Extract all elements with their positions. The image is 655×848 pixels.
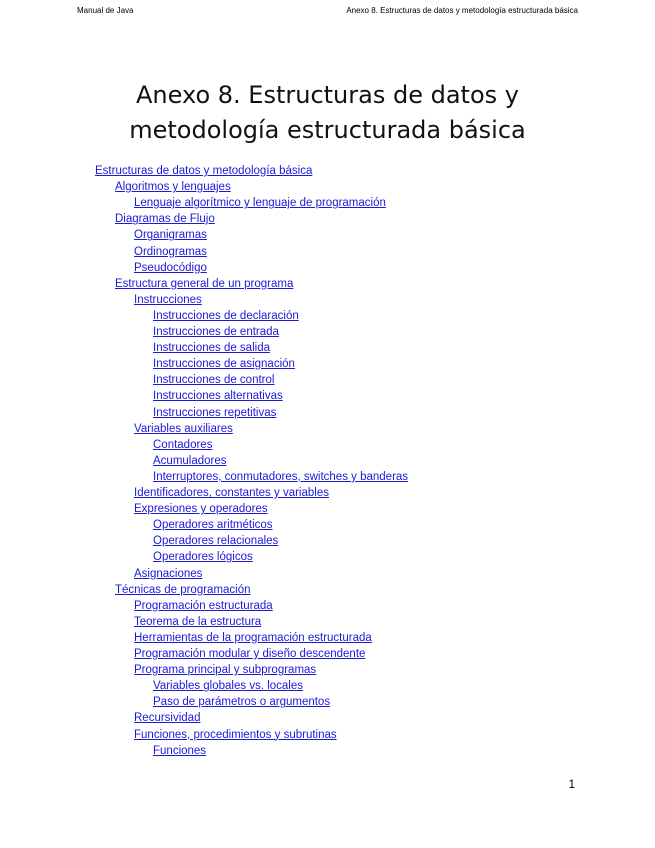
page-number: 1 <box>568 779 575 791</box>
toc-entry[interactable]: Interruptores, conmutadores, switches y banderas <box>153 470 409 483</box>
toc-entry[interactable]: Estructuras de datos y metodología básica <box>95 165 313 177</box>
toc-entry[interactable]: Acumuladores <box>153 454 227 467</box>
toc-entry[interactable]: Diagramas de Flujo <box>115 213 215 226</box>
toc-entry[interactable]: Recursividad <box>134 712 201 725</box>
running-header-left: Manual de Java <box>77 6 134 15</box>
page-title-line-2: metodología estructurada básica <box>129 116 526 144</box>
toc-entry[interactable]: Operadores lógicos <box>153 551 253 564</box>
toc-entry[interactable]: Expresiones y operadores <box>134 503 268 516</box>
toc-entry[interactable]: Programación modular y diseño descendente <box>134 648 366 660</box>
toc-entry[interactable]: Herramientas de la programación estructurada <box>134 631 372 644</box>
toc-entry[interactable]: Lenguaje algorítmico y lenguaje de programación <box>134 197 386 210</box>
toc-entry[interactable]: Instrucciones de asignación <box>153 358 295 371</box>
toc-entry[interactable]: Instrucciones alternativas <box>153 390 283 403</box>
toc-entry[interactable]: Técnicas de programación <box>115 583 251 596</box>
running-header-right: Anexo 8. Estructuras de datos y metodología estructurada básica <box>346 6 578 15</box>
toc-entry[interactable]: Asignaciones <box>134 567 203 580</box>
toc-entry[interactable]: Ordinogramas <box>134 245 207 258</box>
page-title-line-1: Anexo 8. Estructuras de datos y <box>136 81 519 109</box>
toc-entry[interactable]: Variables globales vs. locales <box>153 680 304 693</box>
toc-entry[interactable]: Programación estructurada <box>134 599 273 612</box>
toc-entry[interactable]: Funciones <box>153 744 207 757</box>
toc-entry[interactable]: Estructura general de un programa <box>115 277 294 290</box>
toc-entry[interactable]: Operadores relacionales <box>153 535 279 548</box>
toc-entry[interactable]: Programa principal y subprogramas <box>134 664 317 677</box>
toc-entry[interactable]: Organigramas <box>134 229 207 242</box>
toc-entry[interactable]: Variables auxiliares <box>134 422 233 435</box>
toc-entry[interactable]: Operadores aritméticos <box>153 519 273 532</box>
toc-entry[interactable]: Instrucciones repetitivas <box>153 406 277 419</box>
toc-entry[interactable]: Contadores <box>153 438 213 451</box>
toc-entry[interactable]: Teorema de la estructura <box>134 615 262 628</box>
toc-entry[interactable]: Paso de parámetros o argumentos <box>153 696 331 709</box>
page-title <box>0 78 655 148</box>
toc-entry[interactable]: Pseudocódigo <box>134 261 207 274</box>
toc-entry[interactable]: Instrucciones <box>134 293 202 306</box>
toc-entry[interactable]: Algoritmos y lenguajes <box>115 181 231 194</box>
toc-entry[interactable]: Funciones, procedimientos y subrutinas <box>134 728 337 741</box>
toc-entry[interactable]: Instrucciones de entrada <box>153 326 279 338</box>
toc-entry[interactable]: Instrucciones de salida <box>153 342 270 355</box>
toc-entry[interactable]: Instrucciones de declaración <box>153 309 299 322</box>
toc-entry[interactable]: Identificadores, constantes y variables <box>134 487 329 499</box>
toc-entry[interactable]: Instrucciones de control <box>153 374 275 387</box>
